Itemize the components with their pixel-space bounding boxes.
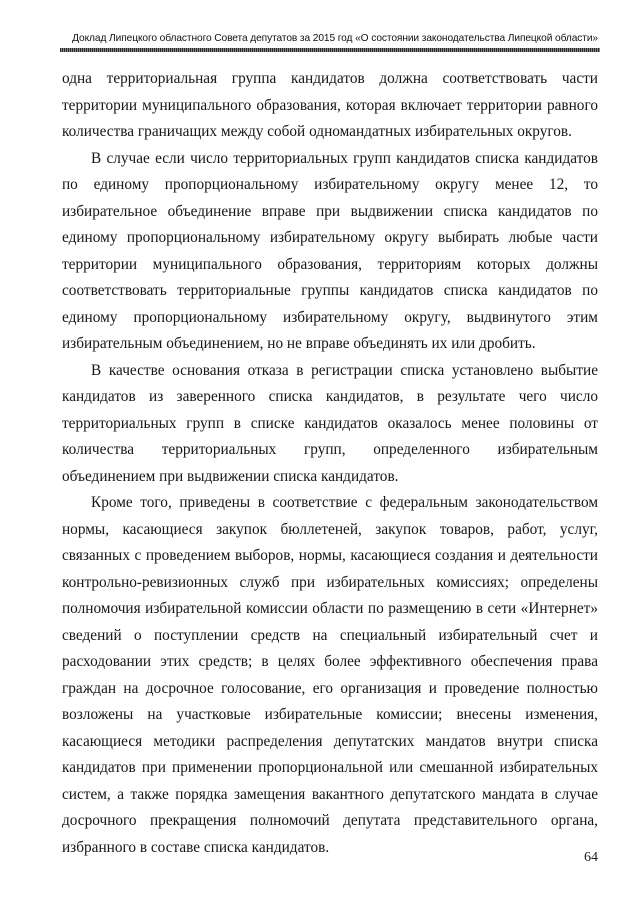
header-divider bbox=[60, 48, 600, 52]
paragraph: В качестве основания отказа в регистрации списка установлено выбытие кандидатов из заверенного списка кандидатов, в результате чего число территориальных групп в списке кандидатов оказалось менее половины от количества территориальных групп, определенного избирательным объединением при выдвижении списка кандидатов. bbox=[62, 361, 598, 485]
document-body bbox=[62, 66, 598, 861]
running-header: Доклад Липецкого областного Совета депутатов за 2015 год «О состоянии законодательства Липецкой области» bbox=[72, 33, 598, 44]
paragraph-continued: одна территориальная группа кандидатов должна соответствовать части территории муниципального образования, которая включает территории равного количества граничащих между собой одномандатных избирательных округов. bbox=[62, 70, 598, 140]
page-number: 64 bbox=[584, 850, 598, 865]
paragraph: В случае если число территориальных групп кандидатов списка кандидатов по единому пропорциональному избирательному округу менее 12, то избирательное объединение вправе при выдвижении списка кандидатов по единому пропорциональному избирательному округу выбирать любые части территории муниципального образования, территориям которых должны соответствовать территориальные группы кандидатов списка кандидатов по единому пропорциональному избирательному округу, выдвинутого этим избирательным объединением, но не вправе объединять их или дробить. bbox=[62, 149, 598, 352]
paragraph: Кроме того, приведены в соответствие с федеральным законодательством нормы, касающиеся закупок бюллетеней, закупок товаров, работ, услуг, связанных с проведением выборов, нормы, касающиеся создания и деятельности контрольно-ревизионных служб при избирательных комиссиях; определены полномочия избирательной комиссии области по размещению в сети «Интернет» сведений о поступлении средств на специальный избирательный счет и расходовании этих средств; в целях более эффективного обеспечения права граждан на досрочное голосование, его организация и проведение полностью возложены на участковые избирательные комиссии; внесены изменения, касающиеся методики распределения депутатских мандатов внутри списка кандидатов при применении пропорциональной или смешанной избирательных систем, а также порядка замещения вакантного депутатского мандата в случае досрочного прекращения полномочий депутата представительного органа, избранного в составе списка кандидатов. bbox=[62, 494, 598, 856]
